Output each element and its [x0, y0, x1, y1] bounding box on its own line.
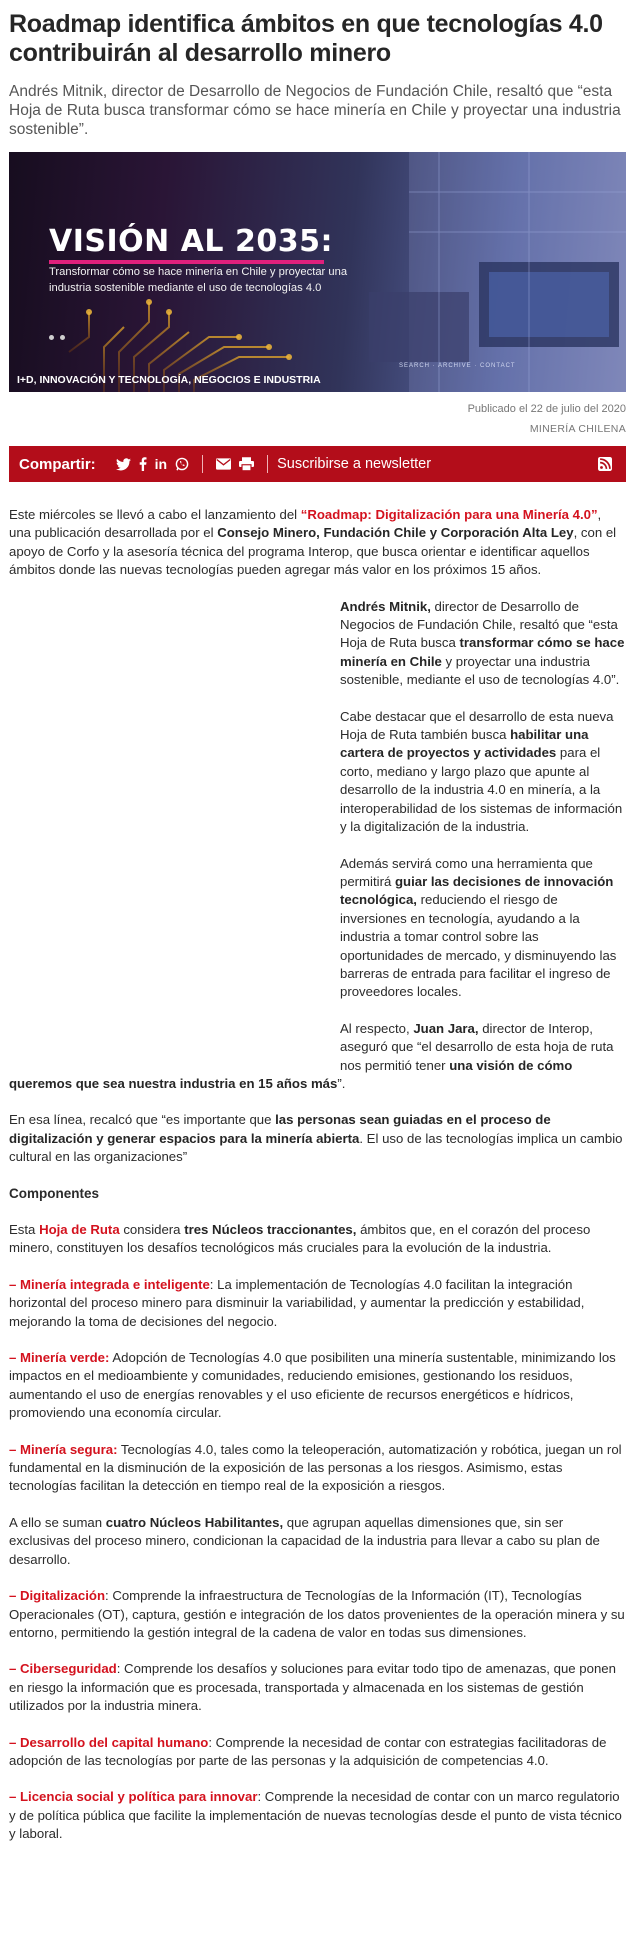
item-name: – Minería integrada e inteligente	[9, 1276, 210, 1292]
bold-text: tres Núcleos traccionantes,	[184, 1222, 357, 1237]
hero-subtitle: Transformar cómo se hace minería en Chile y proyectar una industria sostenible mediante el uso de tecnologías 4.0	[49, 266, 348, 294]
item-text: Tecnologías 4.0, tales como la teleoperación, automatización y robótica, juegan un rol fundamental en la disminución de la exposición de las personas a los riesgos. Asimismo, estas tecnologías facilitan la detección en tiempo real de la exposición a riesgos.	[9, 1441, 622, 1494]
bold-text: las personas sean guiadas en el proceso de digitalización y generar espacios para la minería abierta	[9, 1112, 551, 1146]
paragraph-cartera	[340, 708, 625, 837]
item-name: – Licencia social y política para innovar	[9, 1789, 258, 1805]
text: , una publicación desarrollada por el	[9, 507, 602, 541]
hero-nav-text: SEARCH · ARCHIVE · CONTACT	[399, 363, 516, 369]
carousel-dot[interactable]	[49, 335, 54, 340]
paragraph-personas	[9, 1111, 626, 1166]
text: ámbitos que, en el corazón del proceso minero, constituyen los desafíos tecnológicos más cruciales para la evolución de la industria.	[9, 1222, 591, 1256]
rss-icon[interactable]	[598, 457, 612, 471]
paragraph-herramienta	[340, 855, 625, 1002]
carousel-dots[interactable]	[49, 327, 71, 345]
item-text: : La implementación de Tecnologías 4.0 facilitan la integración horizontal del proceso minero para disminuir la variabilidad, y aumentar la predicción y estabilidad, mejorando la toma de decisiones del negocio.	[9, 1276, 585, 1329]
hero-categories[interactable]: I+D, INNOVACIÓN Y TECNOLOGÍA, NEGOCIOS E INDUSTRIA	[17, 374, 321, 386]
item-text: : Comprende los desafíos y soluciones para evitar todo tipo de amenazas, que ponen en riesgo la información que es procesada, transportada y almacenada en los sistemas de gestión utilizados por la industria minera.	[9, 1661, 616, 1714]
text: que agrupan aquellas dimensiones que, sin ser exclusivas del proceso minero, condicionan la capacidad de la industria para llevar a cabo su plan de desarrollo.	[9, 1514, 600, 1567]
paragraph-jara-continued	[9, 1075, 626, 1093]
bold-text: cuatro Núcleos Habilitantes,	[105, 1514, 284, 1530]
paragraph-jara	[340, 1020, 625, 1075]
carousel-dot[interactable]	[60, 335, 65, 340]
list-item	[9, 1734, 626, 1771]
list-item	[9, 1276, 626, 1331]
published-date: Publicado el 22 de julio del 2020	[467, 403, 626, 415]
text: En esa línea, recalcó que “es importante que	[9, 1112, 276, 1128]
newsletter-link[interactable]: Suscribirse a newsletter	[277, 456, 432, 472]
paragraph-intro	[9, 506, 626, 580]
text: Cabe destacar que el desarrollo de esta nueva Hoja de Ruta también busca	[340, 708, 614, 743]
item-text: : Comprende la necesidad de contar con estrategias facilitadoras de adopción de las tecnologías por parte de las personas y la adquisición de competencias 4.0.	[9, 1734, 607, 1768]
item-text: : Comprende la infraestructura de Tecnologías de la Información (IT), Tecnologías Operacionales (OT), captura, gestión e integración de los datos provenientes de la operación minera y su entorno, permitiendo la gestión integral de la cadena de valor en todas sus dimensiones.	[9, 1588, 625, 1640]
text: , con el apoyo de Corfo y la asesoría técnica del programa Interop, que busca orientar e identificar aquellos ámbitos donde las nuevas tecnologías pueden agregar más valor en los próximos 15 años.	[9, 525, 617, 578]
email-icon[interactable]	[216, 458, 231, 470]
text: Esta	[9, 1222, 40, 1237]
linkedin-icon[interactable]: in	[154, 456, 168, 472]
roadmap-title-link[interactable]: “Roadmap: Digitalización para una Minería 4.0”	[300, 507, 598, 522]
divider	[202, 455, 203, 473]
item-text: : Comprende la necesidad de contar con un marco regulatorio y de política pública que facilite la implementación de nuevas tecnologías desde el punto de vista técnico y laboral.	[9, 1789, 622, 1842]
article-source: MINERÍA CHILENA	[529, 423, 626, 435]
text: A ello se suman	[9, 1514, 106, 1530]
text: Este miércoles se llevó a cabo el lanzamiento del	[9, 507, 301, 522]
text: . El uso de las tecnologías implica un cambio cultural en las organizaciones”	[9, 1130, 623, 1165]
bold-text: guiar las decisiones de innovación tecnológica,	[340, 873, 614, 908]
name-text: Andrés Mitnik,	[340, 598, 431, 614]
item-name: – Minería verde:	[9, 1350, 110, 1366]
text: para el corto, mediano y largo plazo que apunte al desarrollo de la industria 4.0 en minería, a la interoperabilidad de los sistemas de información y la digitalización de la industria.	[340, 745, 623, 835]
list-item	[9, 1441, 626, 1496]
text: ”.	[337, 1075, 346, 1091]
share-bar	[9, 446, 626, 482]
text: Al respecto,	[340, 1020, 414, 1036]
facebook-icon[interactable]	[139, 457, 147, 471]
item-name: – Ciberseguridad	[9, 1661, 117, 1677]
name-text: Juan Jara,	[413, 1020, 479, 1036]
print-icon[interactable]	[239, 457, 254, 471]
bold-text: queremos que sea nuestra industria en 15 años más	[9, 1075, 338, 1091]
paragraph-traccionantes	[9, 1221, 626, 1258]
text: director de Interop, aseguró que “el desarrollo de esta hoja de ruta nos permitió tener	[340, 1020, 614, 1073]
item-name: – Desarrollo del capital humano	[9, 1734, 209, 1750]
bold-text: una visión de cómo	[449, 1057, 573, 1073]
item-text: Adopción de Tecnologías 4.0 que posibiliten una minería sustentable, minimizando los impactos en el medioambiente y comunidades, reduciendo emisiones, gestionando los residuos, aumentando el uso de energías renovables y el uso eficiente de recursos energéticos e hídricos, promoviendo una economía circular.	[9, 1350, 616, 1421]
text: y proyectar una industria sostenible, mediante el uso de tecnologías 4.0”.	[340, 653, 620, 688]
list-item	[9, 1349, 626, 1423]
item-name: – Digitalización	[9, 1588, 105, 1604]
article-body	[9, 506, 626, 1844]
right-column	[340, 598, 625, 1075]
paragraph-habilitantes	[9, 1514, 626, 1569]
organizations-text: Consejo Minero, Fundación Chile y Corporación Alta Ley	[217, 525, 574, 541]
bold-text: transformar cómo se hace minería en Chile	[340, 635, 625, 669]
text: director de Desarrollo de Negocios de Fundación Chile, resaltó que “esta Hoja de Ruta busca	[340, 598, 618, 651]
list-item	[9, 1587, 626, 1642]
twitter-icon[interactable]	[116, 458, 131, 471]
list-item	[9, 1660, 626, 1715]
paragraph-mitnik	[340, 598, 625, 690]
share-label: Compartir:	[19, 455, 96, 473]
components-heading: Componentes	[9, 1185, 100, 1201]
hero-title: VISIÓN AL 2035:	[49, 224, 333, 259]
text: reduciendo el riesgo de inversiones en tecnología, ayudando a la industria a tomar control sobre las oportunidades de mercado, y disminuyendo las barreras de entrada para facilitar el ingreso de proveedores locales.	[340, 892, 617, 1000]
text: considera	[119, 1222, 185, 1237]
bold-text: habilitar una cartera de proyectos y actividades	[340, 727, 589, 761]
article-lead: Andrés Mitnik, director de Desarrollo de Negocios de Fundación Chile, resaltó que “esta Hoja de Ruta busca transformar cómo se hace minería en Chile y proyectar una industria sostenible”.	[9, 83, 621, 138]
list-item	[9, 1788, 626, 1843]
divider	[267, 455, 268, 473]
whatsapp-icon[interactable]	[175, 457, 189, 471]
item-name: – Minería segura:	[9, 1441, 118, 1457]
hoja-de-ruta-link[interactable]: Hoja de Ruta	[39, 1222, 120, 1237]
article-title: Roadmap identifica ámbitos en que tecnologías 4.0 contribuirán al desarrollo minero	[9, 10, 603, 67]
text: Además servirá como una herramienta que permitirá	[340, 855, 593, 889]
hero-image	[9, 152, 626, 392]
